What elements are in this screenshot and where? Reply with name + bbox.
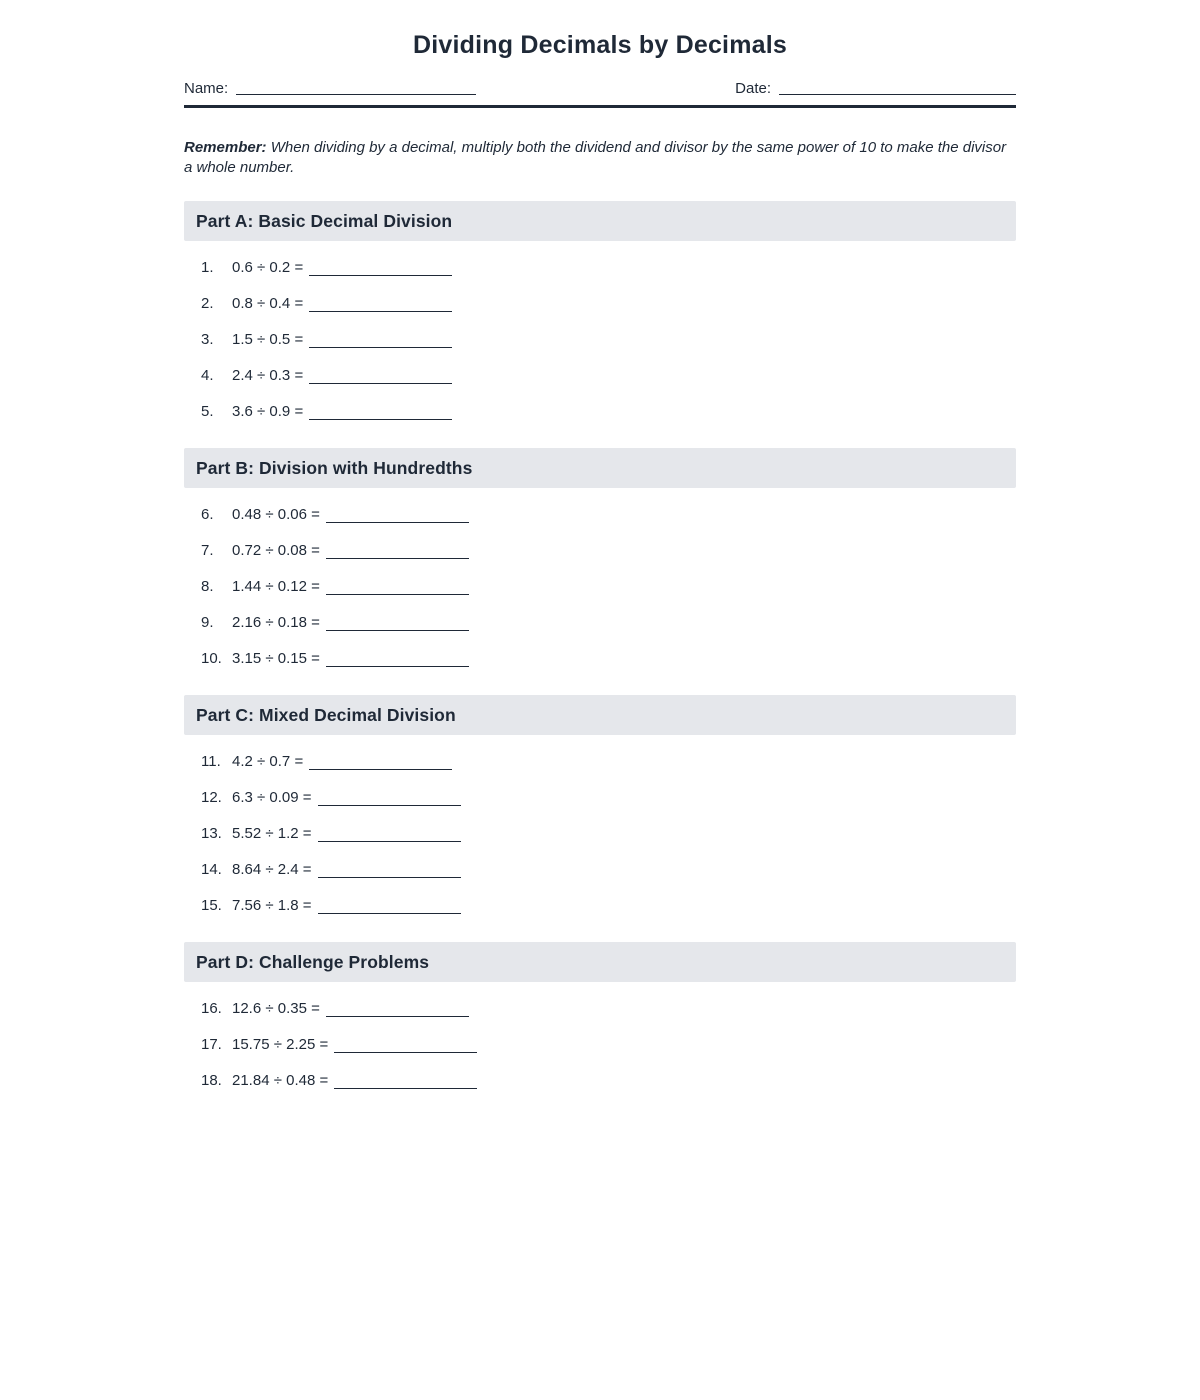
problem-expression: 3.15 ÷ 0.15 =: [232, 650, 320, 667]
problem-number: 7.: [201, 542, 214, 559]
page-title: Dividing Decimals by Decimals: [412, 31, 787, 59]
problem-number: 6.: [201, 506, 214, 523]
problem-expression: 1.44 ÷ 0.12 =: [232, 578, 320, 595]
problem-row: [184, 1027, 1016, 1063]
problem-expression: 0.72 ÷ 0.08 =: [232, 542, 320, 559]
answer-blank-line: [326, 510, 469, 523]
problem-expression: 6.3 ÷ 0.09 =: [232, 789, 312, 806]
answer-blank-line: [309, 335, 452, 348]
section-title: Part A: Basic Decimal Division: [196, 210, 453, 231]
problem-row: [184, 322, 1016, 358]
name-blank-line: [236, 82, 476, 95]
answer-blank-line: [309, 407, 452, 420]
worksheet-section: [184, 201, 1016, 430]
problem-number: 14.: [201, 861, 222, 878]
problem-number: 3.: [201, 331, 214, 348]
problem-number: 10.: [201, 650, 222, 667]
answer-blank-line: [318, 793, 461, 806]
problem-expression: 2.16 ÷ 0.18 =: [232, 614, 320, 631]
problem-row: [184, 780, 1016, 816]
section-header: [184, 448, 1016, 488]
worksheet-content: [184, 0, 1016, 1099]
problem-row: [184, 394, 1016, 430]
problem-row: [184, 991, 1016, 1027]
problem-expression: 4.2 ÷ 0.7 =: [232, 753, 304, 770]
answer-blank-line: [326, 654, 469, 667]
problem-row: [184, 569, 1016, 605]
answer-blank-line: [309, 371, 452, 384]
problem-number: 11.: [201, 753, 221, 770]
problem-row: [184, 888, 1016, 924]
problem-row: [184, 605, 1016, 641]
problem-row: [184, 852, 1016, 888]
problem-expression: 21.84 ÷ 0.48 =: [232, 1072, 329, 1089]
problem-number: 12.: [201, 789, 222, 806]
problem-row: [184, 286, 1016, 322]
note-lead: Remember:: [184, 139, 267, 156]
problem-row: [184, 1063, 1016, 1099]
header-divider: [184, 105, 1016, 108]
problem-number: 5.: [201, 403, 214, 420]
answer-blank-line: [318, 865, 461, 878]
worksheet-sections: [184, 201, 1016, 1099]
problem-expression: 0.48 ÷ 0.06 =: [232, 506, 320, 523]
instruction-note: [184, 138, 1016, 177]
problem-expression: 1.5 ÷ 0.5 =: [232, 331, 304, 348]
problem-row: [184, 497, 1016, 533]
problem-list: [184, 735, 1016, 924]
problem-row: [184, 641, 1016, 677]
note-text: When dividing by a decimal, multiply both the dividend and divisor by the same power of 10 to make the divisor a whole number.: [184, 139, 1007, 176]
problem-expression: 8.64 ÷ 2.4 =: [232, 861, 312, 878]
problem-expression: 5.52 ÷ 1.2 =: [232, 825, 312, 842]
date-field: [735, 78, 1016, 100]
answer-blank-line: [309, 757, 452, 770]
answer-blank-line: [334, 1040, 477, 1053]
section-header: [184, 695, 1016, 735]
worksheet-section: [184, 695, 1016, 924]
answer-blank-line: [334, 1076, 477, 1089]
section-header: [184, 201, 1016, 241]
problem-number: 15.: [201, 897, 222, 914]
problem-number: 17.: [201, 1036, 222, 1053]
answer-blank-line: [326, 582, 469, 595]
section-title: Part C: Mixed Decimal Division: [196, 704, 456, 725]
problem-row: [184, 816, 1016, 852]
problem-expression: 0.8 ÷ 0.4 =: [232, 295, 304, 312]
section-title: Part B: Division with Hundredths: [196, 457, 473, 478]
problem-list: [184, 241, 1016, 430]
problem-row: [184, 744, 1016, 780]
problem-expression: 15.75 ÷ 2.25 =: [232, 1036, 329, 1053]
problem-row: [184, 250, 1016, 286]
answer-blank-line: [309, 263, 452, 276]
worksheet-section: [184, 448, 1016, 677]
worksheet-section: [184, 942, 1016, 1099]
date-label: Date:: [735, 80, 771, 97]
problem-expression: 3.6 ÷ 0.9 =: [232, 403, 304, 420]
problem-list: [184, 488, 1016, 677]
problem-list: [184, 982, 1016, 1099]
name-field: [184, 78, 476, 100]
section-header: [184, 942, 1016, 982]
date-blank-line: [779, 82, 1016, 95]
problem-number: 4.: [201, 367, 214, 384]
section-title: Part D: Challenge Problems: [196, 951, 430, 972]
answer-blank-line: [318, 901, 461, 914]
problem-number: 2.: [201, 295, 214, 312]
problem-number: 1.: [201, 259, 214, 276]
problem-expression: 0.6 ÷ 0.2 =: [232, 259, 304, 276]
answer-blank-line: [326, 618, 469, 631]
problem-number: 18.: [201, 1072, 222, 1089]
answer-blank-line: [326, 1004, 469, 1017]
name-date-row: [184, 78, 1016, 100]
problem-expression: 12.6 ÷ 0.35 =: [232, 1000, 320, 1017]
problem-row: [184, 533, 1016, 569]
problem-expression: 7.56 ÷ 1.8 =: [232, 897, 312, 914]
problem-expression: 2.4 ÷ 0.3 =: [232, 367, 304, 384]
problem-number: 8.: [201, 578, 214, 595]
answer-blank-line: [326, 546, 469, 559]
answer-blank-line: [318, 829, 461, 842]
problem-number: 9.: [201, 614, 214, 631]
problem-number: 16.: [201, 1000, 222, 1017]
problem-row: [184, 358, 1016, 394]
problem-number: 13.: [201, 825, 222, 842]
answer-blank-line: [309, 299, 452, 312]
name-label: Name:: [184, 80, 229, 97]
